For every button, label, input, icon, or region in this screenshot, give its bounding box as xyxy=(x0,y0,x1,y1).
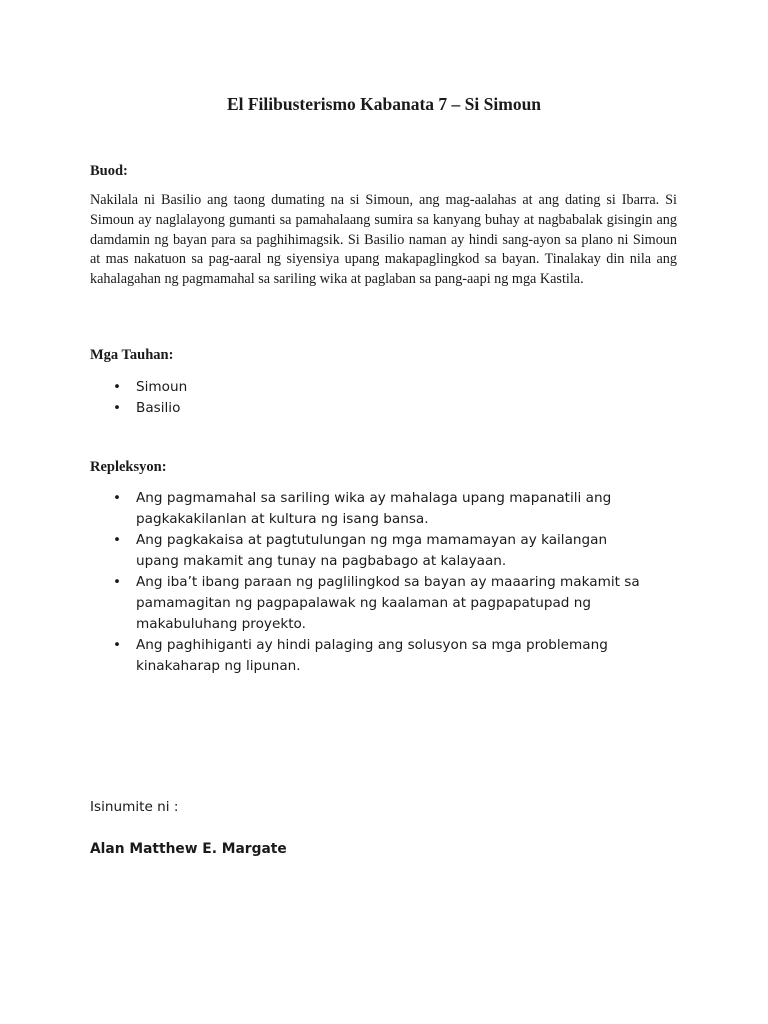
repleksyon-item: Ang iba’t ibang paraan ng paglilingkod sa bayan ay maaaring makamit sa pamamagitan ng pagpapalawak ng kaalaman at pagpapatupad ng makabuluhang proyekto. xyxy=(136,574,640,632)
submitted-label: Isinumite ni : xyxy=(90,799,179,815)
repleksyon-item: Ang paghihiganti ay hindi palaging ang solusyon sa mga problemang kinakaharap ng lipunan. xyxy=(136,637,608,674)
document-title: El Filibusterismo Kabanata 7 – Si Simoun xyxy=(226,94,542,114)
bullet-icon: • xyxy=(113,400,122,416)
repleksyon-item: Ang pagkakaisa at pagtutulungan ng mga mamamayan ay kailangan upang makamit ang tunay na pagbabago at kalayaan. xyxy=(136,532,608,569)
repleksyon-heading: Repleksyon: xyxy=(90,459,167,475)
tauhan-item-basilio: Basilio xyxy=(136,400,181,416)
bullet-icon: • xyxy=(113,490,122,506)
repleksyon-item: Ang pagmamahal sa sariling wika ay mahalaga upang mapanatili ang pagkakakilanlan at kultura ng isang bansa. xyxy=(136,490,612,527)
list-item xyxy=(90,635,650,677)
buod-heading: Buod: xyxy=(90,163,128,179)
list-item xyxy=(90,398,650,419)
list-item xyxy=(90,572,650,635)
list-item xyxy=(90,488,650,530)
bullet-icon: • xyxy=(113,532,122,548)
tauhan-heading: Mga Tauhan: xyxy=(90,347,174,363)
bullet-icon: • xyxy=(113,379,122,395)
tauhan-list xyxy=(90,377,650,419)
repleksyon-list xyxy=(90,488,650,677)
list-item xyxy=(90,530,650,572)
bullet-icon: • xyxy=(113,574,122,590)
bullet-icon: • xyxy=(113,637,122,653)
author-name: Alan Matthew E. Margate xyxy=(90,841,287,857)
tauhan-item-simoun: Simoun xyxy=(136,379,188,395)
buod-text: Nakilala ni Basilio ang taong dumating na si Simoun, ang mag-aalahas at ang dating si Ibarra. Si Simoun ay naglalayong gumanti sa pamahalaang sumira sa kanyang buhay at nagbabalak gisingin ang damdamin ng bayan para sa paghihimagsik. Si Basilio naman ay hindi sang-ayon sa plano ni Simoun at mas nakatuon sa pag-aaral ng siyensiya upang makapaglingkod sa bayan. Tinalakay din nila ang kahalagahan ng pagmamahal sa sariling wika at paglaban sa pang-aapi ng mga Kastila. xyxy=(90,192,677,288)
list-item xyxy=(90,377,650,398)
